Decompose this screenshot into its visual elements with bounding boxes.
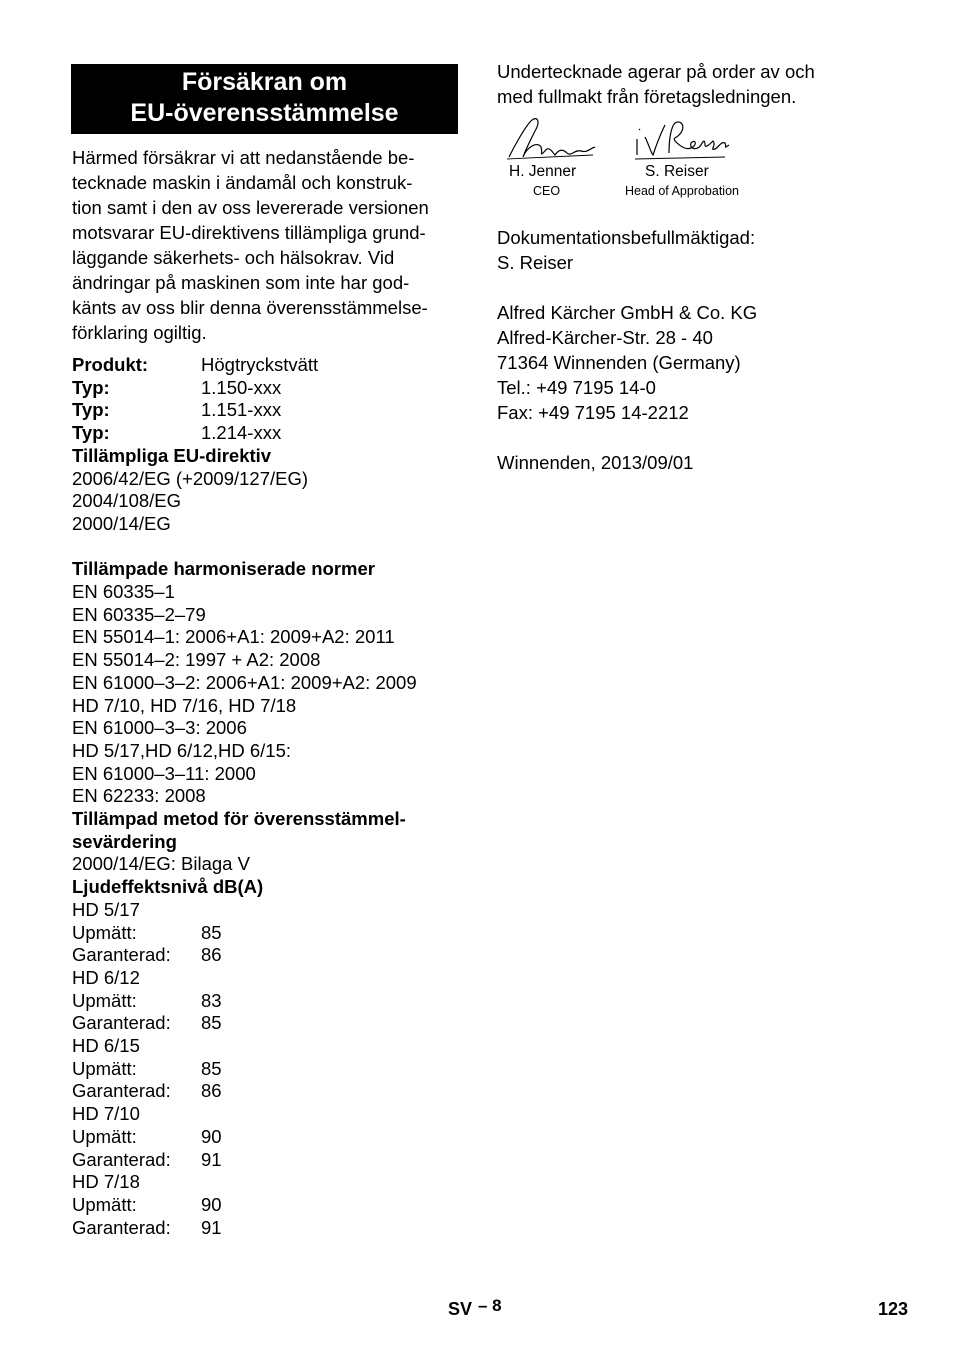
company-line: Alfred-Kärcher-Str. 28 - 40 bbox=[497, 327, 713, 348]
page-title-line2: EU-överensstämmelse bbox=[130, 99, 399, 127]
norm-item: EN 61000–3–2: 2006+A1: 2009+A2: 2009 bbox=[72, 671, 417, 693]
directives-heading: Tillämpliga EU-direktiv bbox=[72, 444, 272, 466]
guaranteed-value: 86 bbox=[201, 1080, 222, 1102]
noise-heading: Ljudeffektsnivå dB(A) bbox=[72, 876, 264, 898]
measured-label: Upmätt: bbox=[72, 989, 137, 1011]
directive-item: 2000/14/EG bbox=[72, 512, 171, 534]
signer-role: CEO bbox=[533, 184, 561, 198]
noise-measured-row bbox=[72, 1194, 458, 1217]
documentation-block bbox=[497, 225, 917, 475]
noise-model: HD 7/10 bbox=[72, 1103, 140, 1125]
guaranteed-value: 85 bbox=[201, 1012, 222, 1034]
noise-guaranteed-row bbox=[72, 1217, 458, 1240]
method-heading: Tillämpad metod för överensstämmel- bbox=[72, 808, 406, 830]
measured-value: 90 bbox=[201, 1125, 222, 1147]
type-label: Typ: bbox=[72, 399, 110, 421]
signed-line: Undertecknade agerar på order av och bbox=[497, 61, 815, 82]
guaranteed-value: 91 bbox=[201, 1216, 222, 1238]
method-heading: sevärdering bbox=[72, 830, 177, 852]
company-line: 71364 Winnenden (Germany) bbox=[497, 352, 741, 373]
company-line: Alfred Kärcher GmbH & Co. KG bbox=[497, 302, 758, 323]
intro-line: Härmed försäkrar vi att nedanstående be- bbox=[72, 147, 415, 168]
guaranteed-label: Garanterad: bbox=[72, 1012, 171, 1034]
signature-block bbox=[497, 115, 917, 215]
company-line: Tel.: +49 7195 14-0 bbox=[497, 377, 656, 398]
spacer bbox=[497, 275, 917, 300]
guaranteed-label: Garanterad: bbox=[72, 944, 171, 966]
norm-item: EN 60335–1 bbox=[72, 581, 175, 603]
guaranteed-label: Garanterad: bbox=[72, 1216, 171, 1238]
footer-language: SV bbox=[448, 1299, 473, 1319]
signed-statement bbox=[497, 59, 917, 109]
footer-section-page: – 8 bbox=[478, 1296, 502, 1315]
intro-line: förklaring ogiltig. bbox=[72, 322, 207, 343]
type-label: Typ: bbox=[72, 376, 110, 398]
product-value: Högtryckstvätt bbox=[201, 354, 319, 375]
type-row bbox=[72, 377, 458, 400]
norm-item: EN 60335–2–79 bbox=[72, 603, 206, 625]
doc-label: Dokumentationsbefullmäktigad: bbox=[497, 227, 756, 248]
noise-measured-row bbox=[72, 922, 458, 945]
measured-label: Upmätt: bbox=[72, 1057, 137, 1079]
noise-model: HD 6/15 bbox=[72, 1035, 140, 1057]
measured-label: Upmätt: bbox=[72, 921, 137, 943]
type-row bbox=[72, 399, 458, 422]
measured-label: Upmätt: bbox=[72, 1125, 137, 1147]
directive-item: 2004/108/EG bbox=[72, 490, 182, 512]
spacer bbox=[72, 536, 458, 559]
noise-guaranteed-row bbox=[72, 1149, 458, 1172]
intro-line: läggande säkerhets- och hälsokrav. Vid bbox=[72, 247, 395, 268]
signer-name: S. Reiser bbox=[645, 163, 709, 180]
page-title bbox=[71, 64, 458, 134]
noise-guaranteed-row bbox=[72, 1012, 458, 1035]
left-column bbox=[72, 64, 458, 1239]
page-title-line1: Försäkran om bbox=[181, 68, 348, 96]
product-row bbox=[72, 354, 458, 377]
guaranteed-value: 86 bbox=[201, 944, 222, 966]
spacer bbox=[497, 425, 917, 450]
guaranteed-label: Garanterad: bbox=[72, 1080, 171, 1102]
intro-paragraph bbox=[72, 145, 458, 345]
guaranteed-label: Garanterad: bbox=[72, 1148, 171, 1170]
intro-line: ändringar på maskinen som inte har god- bbox=[72, 272, 410, 293]
directive-item: 2006/42/EG (+2009/127/EG) bbox=[72, 467, 309, 489]
type-label: Typ: bbox=[72, 422, 110, 444]
measured-label: Upmätt: bbox=[72, 1194, 137, 1215]
norm-item: EN 62233: 2008 bbox=[72, 785, 206, 807]
noise-measured-row bbox=[72, 1126, 458, 1149]
noise-model: HD 6/12 bbox=[72, 966, 140, 988]
intro-line: tecknade maskin i ändamål och konstruk- bbox=[72, 172, 413, 193]
norm-item: EN 61000–3–11: 2000 bbox=[72, 762, 256, 784]
signer-role: Head of Approbation bbox=[625, 184, 739, 198]
product-spec bbox=[72, 354, 458, 1239]
company-line: Fax: +49 7195 14-2212 bbox=[497, 402, 689, 423]
type-value: 1.214-xxx bbox=[201, 422, 282, 444]
norm-item: HD 5/17,HD 6/12,HD 6/15: bbox=[72, 739, 292, 761]
intro-line: tion samt i den av oss levererade versionen bbox=[72, 197, 429, 218]
signed-line: med fullmakt från företagsledningen. bbox=[497, 86, 797, 107]
norms-heading: Tillämpade harmoniserade normer bbox=[72, 558, 375, 580]
signer-name: H. Jenner bbox=[509, 163, 577, 180]
product-label: Produkt: bbox=[72, 354, 149, 375]
reiser-signature-icon bbox=[637, 122, 729, 155]
norm-item: EN 61000–3–3: 2006 bbox=[72, 717, 247, 739]
page-number: 123 bbox=[878, 1299, 909, 1319]
measured-value: 90 bbox=[201, 1194, 222, 1215]
measured-value: 83 bbox=[201, 989, 222, 1011]
noise-measured-row bbox=[72, 1058, 458, 1081]
norm-item: HD 7/10, HD 7/16, HD 7/18 bbox=[72, 694, 297, 716]
norm-item: EN 55014–2: 1997 + A2: 2008 bbox=[72, 649, 321, 671]
noise-model: HD 5/17 bbox=[72, 898, 140, 920]
right-column bbox=[497, 59, 917, 475]
noise-guaranteed-row bbox=[72, 1080, 458, 1103]
noise-measured-row bbox=[72, 990, 458, 1013]
intro-line: känts av oss blir denna överensstämmelse- bbox=[72, 297, 428, 318]
type-value: 1.150-xxx bbox=[201, 376, 282, 398]
norm-item: EN 55014–1: 2006+A1: 2009+A2: 2011 bbox=[72, 626, 395, 648]
jenner-signature-icon bbox=[509, 119, 595, 157]
measured-value: 85 bbox=[201, 921, 222, 943]
intro-line: motsvarar EU-direktivens tillämpliga grund- bbox=[72, 222, 426, 243]
method-value: 2000/14/EG: Bilaga V bbox=[72, 853, 250, 875]
type-row bbox=[72, 422, 458, 445]
place-date: Winnenden, 2013/09/01 bbox=[497, 452, 694, 473]
noise-guaranteed-row bbox=[72, 944, 458, 967]
noise-model: HD 7/18 bbox=[72, 1171, 140, 1193]
doc-name: S. Reiser bbox=[497, 252, 574, 273]
guaranteed-value: 91 bbox=[201, 1148, 222, 1170]
type-value: 1.151-xxx bbox=[201, 399, 282, 421]
measured-value: 85 bbox=[201, 1057, 222, 1079]
